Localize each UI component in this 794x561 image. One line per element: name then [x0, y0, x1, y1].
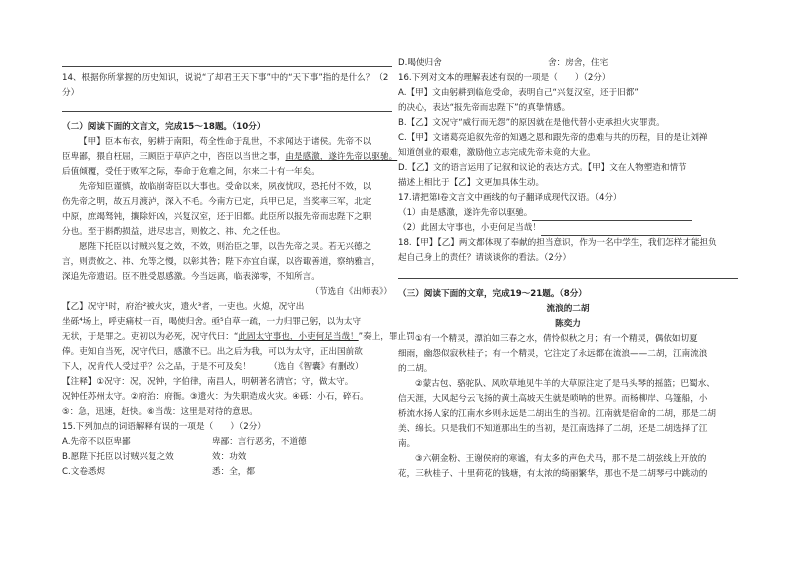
yi-line: 俸。吏知自当死，况守代曰，感激不已。出之后为我，可以为太守，正出国前欲 [62, 347, 363, 357]
answer-line [62, 111, 392, 112]
yi-text: 下人，况肯代人受过乎？公之品，于是不可及矣！ [62, 362, 252, 372]
q17-text: 17.请把第Ⅰ卷文言文中画线的句子翻译成现代汉语。（4分） [398, 193, 622, 203]
option-text: D.喝使归舍 [398, 58, 442, 68]
option-text: A.先帝不以臣卑鄙 [62, 437, 131, 447]
q18-line: 18.【甲】【乙】两文都体现了奉献的担当意识，作为一名中学生，我们怎样才能担负 [398, 238, 717, 248]
option-gloss: 效：功效 [212, 452, 247, 462]
q16-option: B.【乙】文况守“威行而无怨”的原因就在是他代替小吏承担火灾罪责。 [398, 118, 665, 128]
q17-item [398, 221, 738, 236]
article-title: 流浪的二胡 [546, 304, 590, 314]
article-line: ①有一个精灵，漂泊如三春之水，倩怜似秋之月；有一个精灵，偶依如切夏 [415, 334, 698, 344]
q16-text: 16.下列对文本的理解表述有误的一项是（ ）（2分） [398, 73, 611, 83]
q16-option: C.【甲】文诸葛亮追叙先帝的知遇之恩和跟先帝的患难与共的历程，目的是让刘禅 [398, 133, 708, 143]
jia-line: 深追先帝遗诏。臣不胜受恩感激。今当远离，临表涕零，不知所言。 [62, 272, 320, 282]
jia-line: 【甲】臣本布衣，躬耕于南阳，苟全性命于乱世，不求闻达于诸侯。先帝不以 [79, 137, 372, 147]
notes-line: 况钟任苏州太守。②府治：府衙。③遗火：为失职造成火灾。④砾：小石，碎石。 [62, 392, 369, 402]
yi-line [62, 330, 415, 345]
jia-line: 愿陛下托臣以讨贼兴复之效，不效，则治臣之罪，以告先帝之灵。若无兴德之 [79, 242, 372, 252]
article-author: 陈奕力 [555, 319, 581, 329]
yi-text: ”奏上，罪止罚 [358, 332, 415, 342]
yi-line [62, 360, 392, 375]
q14-text: 14、根据你所掌握的历史知识，说说“了却君王天下事”中的“天下事”指的是什么？（2分） [62, 73, 389, 98]
section2-title: （二）阅读下面的文言文，完成15～18题。（10分） [62, 122, 266, 132]
yi-text: 无状，于是罪之。吏初以为必死，况守代曰：“ [62, 332, 239, 342]
option-gloss: 卑鄙：言行恶劣，不道德 [212, 437, 307, 447]
jia-source: （节选自《出师表》） [310, 287, 392, 297]
jia-line [62, 150, 398, 165]
q16-option: A.【甲】文由躬耕到临危受命，表明自己“兴复汉室，还于旧都” [398, 88, 639, 98]
article-line: 美、绵长。只是我们不知道那出生的当初，是江南选择了二胡，还是二胡选择了江 [398, 424, 708, 434]
q16-option: 描述上相比于【乙】文更加具体生动。 [398, 178, 545, 188]
answer-line [398, 278, 738, 279]
yi-line: 坐砾⁴场上，呼吏痛杖一百，喝使归舍。亟⁵自草一疏，一力归罪己躬，以为太守 [62, 317, 362, 327]
notes-line: 【注释】①况守：况，况钟，字伯律，南昌人，明朝著名清官；守，做太守。 [62, 377, 354, 387]
article-line: ②蒙古包、骆驼队、风吹草地见牛羊的大草原注定了是马头琴的摇篮；巴蜀水、 [415, 379, 715, 389]
q17-item [398, 206, 738, 221]
q16-option: D.【乙】文的语言运用了记叙和议论的表达方式。【甲】文在人物塑造和情节 [398, 163, 687, 173]
q17-item-text: （2）此固太守事也，小吏何足当哉！ [398, 223, 541, 233]
option-gloss: 悉：全，都 [212, 467, 255, 477]
q15-text: 15.下列加点的词语解释有误的一项是（ ）（2分） [62, 422, 266, 432]
jia-line: 先帝知臣谨慎，故临崩寄臣以大事也。受命以来，夙夜忧叹，恐托付不效，以 [79, 182, 372, 192]
jia-line: 伤先帝之明，故五月渡泸，深入不毛。今南方已定，兵甲已足，当奖率三军，北定 [62, 197, 372, 207]
article-line: 细雨，幽怨似寂秋桂子；有一个精灵，它注定了永远都在流浪——二胡，江南流浪 [398, 349, 708, 359]
jia-line: 后值倾覆，受任于败军之际，奉命于危难之间，尔来二十有一年矣。 [62, 167, 320, 177]
yi-line: 【乙】况守¹时，府治²被火灾，遗火³者，一吏也。火熄，况守出 [62, 302, 305, 312]
q15-option-b [62, 450, 392, 465]
article-line: 信天涯，大风起兮云飞扬的黄土高坡天生就是唢呐的世界。而杨柳岸、乌篷船，小 [398, 394, 708, 404]
article-line: 花，三秋桂子、十里荷花的钱塘，有太浓的绮丽繁华，那也不是二胡琴弓中跳动的 [398, 469, 708, 479]
article-line: 的二胡。 [398, 364, 433, 374]
notes-line: ⑤：急，迅速，赶快。⑥当哉：这里是对待的意思。 [62, 407, 258, 417]
q15-option-d [398, 56, 738, 71]
jia-line: 言，则责攸之、祎、允等之慢，以彰其咎；陛下亦宜自谋，以咨诹善道，察纳雅言， [62, 257, 380, 267]
q15-option-a [62, 435, 392, 450]
q16-option: 知道创业的艰难，激励他立志完成先帝未竟的大业。 [398, 148, 596, 158]
section3-title: （三）阅读下面的文章，完成19～21题。（8分） [398, 289, 587, 299]
yi-source: （选自《智囊》有删改） [269, 362, 364, 372]
article-line: 南。 [398, 439, 416, 449]
jia-text: 臣卑鄙，猥自枉屈，三顾臣于草庐之中，咨臣以当世之事， [62, 152, 286, 162]
jia-line: 中原，庶竭驽钝，攘除奸凶，兴复汉室，还于旧都。此臣所以报先帝而忠陛下之职 [62, 212, 372, 222]
jia-line: 分也。至于斟酌损益，进尽忠言，则攸之、祎、允之任也。 [62, 227, 286, 237]
q18-line: 起自己身上的责任？请谈谈你的看法。（2分） [398, 253, 572, 263]
q16-option: 的决心，表达“报先帝而忠陛下”的真挚情感。 [398, 103, 571, 113]
option-gloss: 舍：房舍，住宅 [548, 58, 609, 68]
option-text: B.愿陛下托臣以讨贼兴复之效 [62, 452, 174, 462]
q15-option-c [62, 465, 392, 480]
divider [62, 66, 392, 67]
right-column [398, 56, 738, 482]
article-line: 桥流水扬人家的江南水乡则永远是二胡出生的当初。江南就是宿命的二胡，那是二胡 [398, 409, 716, 419]
left-column [62, 52, 415, 480]
jia-underlined-text: 由是感激，遂许先帝以驱驰。 [285, 152, 398, 162]
q17-item-text: （1）由是感激，遂许先帝以驱驰。 [398, 208, 533, 218]
article-line: ③六朝金粉、王谢侯府的寒谧，有太多的声色犬马，那不是二胡弦线上开放的 [415, 454, 707, 464]
option-text: C.文卷悉烬 [62, 467, 106, 477]
yi-underlined-text: 此固太守事也，小吏何足当哉！ [238, 332, 359, 342]
